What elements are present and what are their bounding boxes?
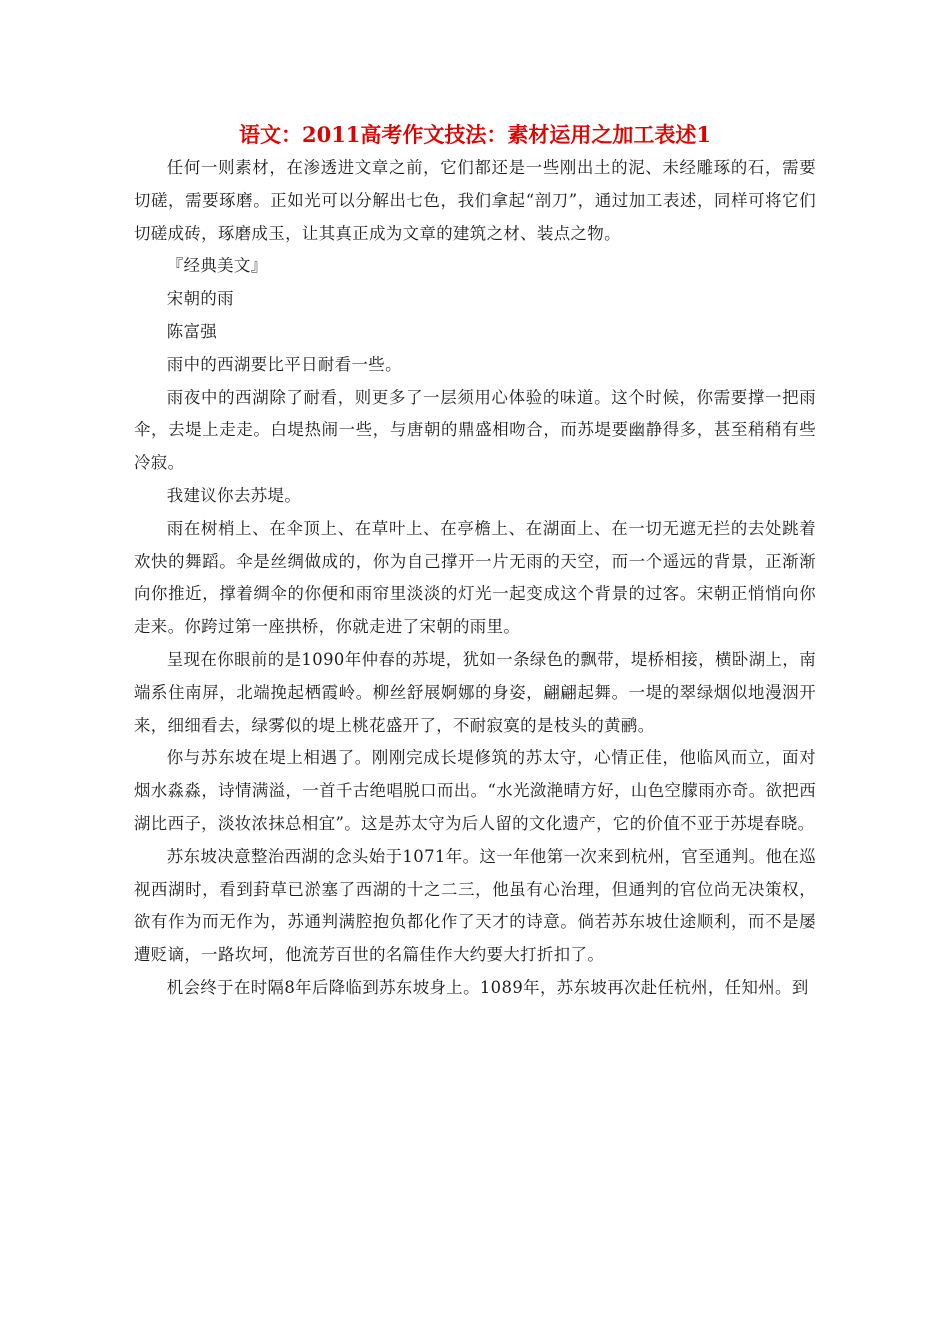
section-heading: 『经典美文』	[166, 256, 268, 276]
document-title: 语文：2011高考作文技法：素材运用之加工表述1	[238, 122, 712, 147]
paragraph: 我建议你去苏堤。	[166, 485, 302, 505]
paragraph: 雨夜中的西湖除了耐看，则更多了一层须用心体验的味道。这个时候，你需要撑一把雨伞，去堤上走走。白堤热闹一些，与唐朝的鼎盛相吻合，而苏堤要幽静得多，甚至稍稍有些冷寂。	[134, 387, 816, 473]
paragraph: 雨在树梢上、在伞顶上、在草叶上、在亭檐上、在湖面上、在一切无遮无拦的去处跳着欢快的舞蹈。伞是丝绸做成的，你为自己撑开一片无雨的天空，而一个遥远的背景，正渐渐向你推近，撑着绸伞的你便和雨帘里淡淡的灯光一起变成这个背景的过客。宋朝正悄悄向你走来。你跨过第一座拱桥，你就走进了宋朝的雨里。	[134, 518, 816, 637]
essay-title: 宋朝的雨	[166, 289, 234, 309]
paragraph: 呈现在你眼前的是1090年仲春的苏堤，犹如一条绿色的飘带，堤桥相接，横卧湖上，南端系住南屏，北端挽起栖霞岭。柳丝舒展婀娜的身姿，翩翩起舞。一堤的翠绿烟似地漫洇开来，细细看去，绿雾似的堤上桃花盛开了，不耐寂寞的是枝头的黄鹂。	[134, 649, 816, 735]
paragraph: 苏东坡决意整治西湖的念头始于1071年。这一年他第一次来到杭州，官至通判。他在巡视西湖时，看到葑草已淤塞了西湖的十之二三，他虽有心治理，但通判的官位尚无决策权，欲有作为而无作为，苏通判满腔抱负都化作了天才的诗意。倘若苏东坡仕途顺利，而不是屡遭贬谪，一路坎坷，他流芳百世的名篇佳作大约要大打折扣了。	[134, 846, 816, 965]
essay-author: 陈富强	[166, 321, 218, 341]
paragraph: 机会终于在时隔8年后降临到苏东坡身上。1089年，苏东坡再次赴任杭州，任知州。到	[166, 977, 809, 997]
paragraph-intro: 任何一则素材，在渗透进文章之前，它们都还是一些刚出土的泥、未经雕琢的石，需要切磋，需要琢磨。正如光可以分解出七色，我们拿起“剖刀”，通过加工表述，同样可将它们切磋成砖，琢磨成玉，让其真正成为文章的建筑之材、装点之物。	[134, 158, 816, 243]
document-page	[134, 118, 816, 1005]
paragraph: 雨中的西湖要比平日耐看一些。	[166, 354, 402, 374]
paragraph: 你与苏东坡在堤上相遇了。刚刚完成长堤修筑的苏太守，心情正佳，他临风而立，面对烟水淼淼，诗情满溢，一首千古绝唱脱口而出。“水光潋滟晴方好，山色空朦雨亦奇。欲把西湖比西子，淡妆浓抹总相宜”。这是苏太守为后人留的文化遗产，它的价值不亚于苏堤春晓。	[134, 748, 816, 833]
